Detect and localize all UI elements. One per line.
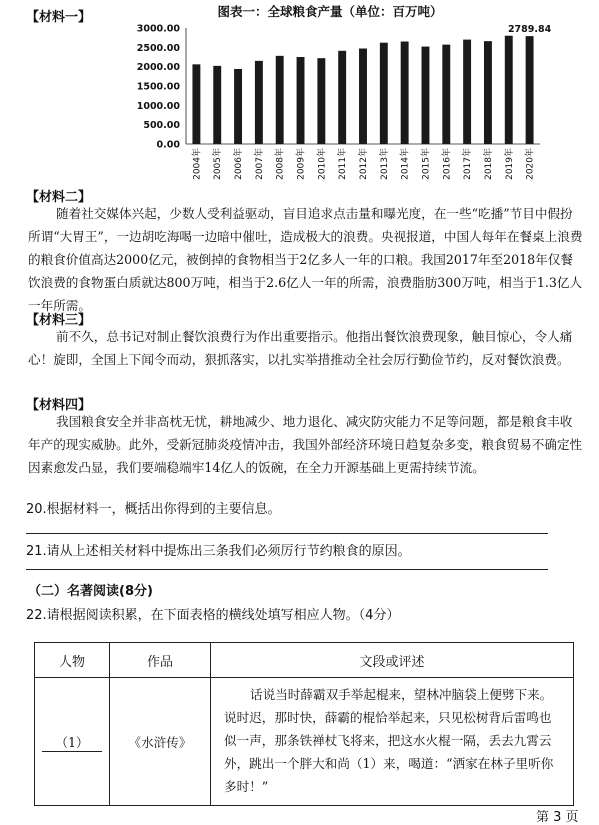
- bar-2015年: [422, 47, 430, 144]
- y-tick-label: 1000.00: [136, 100, 180, 112]
- material-4-label: 【材料四】: [26, 398, 92, 413]
- bar-2005年: [213, 66, 221, 144]
- bar-2018年: [484, 41, 492, 144]
- bar-2004年: [192, 64, 200, 144]
- header-excerpt: 文段或评述: [211, 643, 574, 678]
- x-tick-label: 2006年: [234, 148, 245, 180]
- x-tick-label: 2013年: [379, 148, 390, 180]
- x-tick-label: 2011年: [338, 148, 349, 180]
- x-tick-label: 2007年: [254, 148, 265, 180]
- y-tick-label: 500.00: [143, 120, 180, 132]
- material-2-label: 【材料二】: [26, 190, 92, 205]
- header-character: 人物: [35, 643, 110, 678]
- bar-2012年: [359, 48, 367, 144]
- bar-2007年: [255, 61, 263, 144]
- character-blank[interactable]: （1）: [42, 732, 102, 752]
- table-header-row: [35, 643, 574, 678]
- excerpt-cell: [211, 678, 574, 806]
- y-tick-label: 2500.00: [136, 42, 180, 54]
- material-2-text: 随着社交媒体兴起，少数人受利益驱动，盲目追求点击量和曝光度，在一些“吃播”节目中假扮所谓“大胃王”，一边胡吃海喝一边暗中催吐，造成极大的浪费。央视报道，中国人每年在餐桌上浪费的粮食价值高达2000亿元，被倒掉的食物相当于2亿多人一年的口粮。我国2017年至2018年仅餐饮浪费的食物蛋白质就达800万吨，相当于2.6亿人一年的所需，浪费脂肪300万吨，相当于1.3亿人一年所需。: [28, 206, 583, 313]
- character-table: [34, 642, 574, 806]
- bar-2011年: [338, 51, 346, 144]
- material-1-label: 【材料一】: [26, 10, 92, 25]
- work-cell: 《水浒传》: [110, 678, 211, 806]
- x-tick-label: 2012年: [359, 148, 369, 180]
- question-20: 20.根据材料一，概括出你得到的主要信息。: [26, 502, 281, 517]
- question-22: 22.请根据阅读积累，在下面表格的横线处填写相应人物。（4分）: [26, 608, 400, 623]
- section-2-heading: （二）名著阅读(8分): [28, 584, 153, 599]
- x-tick-label: 2008年: [275, 148, 286, 180]
- answer-line-20[interactable]: [26, 533, 548, 534]
- excerpt-text: 话说当时薛霸双手举起棍来，望林冲脑袋上便劈下来。说时迟，那时快，薛霸的棍恰举起来，只见松树背后雷鸣也似一声，那条铁禅杖飞将来，把这水火棍一隔，丢去九霄云外，跳出一个胖大和尚（1）来，喝道：“洒家在林子里听你多时！”: [224, 687, 554, 794]
- material-4-text: 我国粮食安全并非高枕无忧，耕地减少、地力退化、减灾防灾能力不足等问题，都是粮食丰收年产的现实威胁。此外，受新冠肺炎疫情冲击，我国外部经济环境日趋复杂多变，粮食贸易不确定性因素愈发凸显，我们要端稳端牢14亿人的饭碗，在全力开源基础上更需持续节流。: [28, 414, 583, 475]
- y-tick-label: 1500.00: [136, 81, 180, 93]
- y-tick-label: 3000.00: [136, 23, 180, 35]
- question-21: 21.请从上述相关材料中提炼出三条我们必须厉行节约粮食的原因。: [26, 544, 411, 559]
- bar-2006年: [234, 69, 242, 144]
- y-tick-label: 2000.00: [136, 62, 180, 74]
- x-tick-label: 2019年: [504, 148, 515, 180]
- bar-2017年: [463, 40, 471, 144]
- bar-2016年: [442, 45, 450, 144]
- y-tick-label: 0.00: [156, 139, 180, 151]
- character-cell: [35, 678, 110, 806]
- bar-2010年: [317, 58, 325, 144]
- bar-2009年: [297, 57, 305, 144]
- x-tick-label: 2015年: [421, 148, 432, 180]
- x-tick-label: 2010年: [317, 148, 328, 180]
- table-row: [35, 678, 574, 806]
- answer-line-21[interactable]: [26, 569, 548, 570]
- page-number: 第 3 页: [536, 810, 579, 825]
- bar-2014年: [401, 42, 409, 144]
- bar-2019年: [505, 36, 513, 144]
- bar-2008年: [276, 56, 284, 144]
- material-3-label: 【材料三】: [26, 313, 92, 328]
- x-tick-label: 2005年: [213, 148, 224, 180]
- data-label: 2789.84: [507, 24, 552, 36]
- bar-2020年: [526, 36, 534, 144]
- x-tick-label: 2017年: [463, 148, 474, 180]
- x-tick-label: 2004年: [192, 148, 203, 180]
- chart-title: 图表一：全球粮食产量（单位：百万吨）: [217, 4, 443, 19]
- x-tick-label: 2014年: [400, 148, 411, 180]
- grain-production-chart: [120, 2, 560, 184]
- material-3-text: 前不久，总书记对制止餐饮浪费行为作出重要指示。他指出餐饮浪费现象，触目惊心，令人痛心！旋即，全国上下闻令而动，狠抓落实，以扎实举措推动全社会厉行勤俭节约，反对餐饮浪费。: [28, 329, 573, 367]
- x-tick-label: 2009年: [296, 148, 307, 180]
- bar-2013年: [380, 43, 388, 144]
- x-tick-label: 2020年: [525, 148, 536, 180]
- header-work: 作品: [110, 643, 211, 678]
- x-tick-label: 2018年: [483, 148, 494, 180]
- x-tick-label: 2016年: [442, 148, 453, 180]
